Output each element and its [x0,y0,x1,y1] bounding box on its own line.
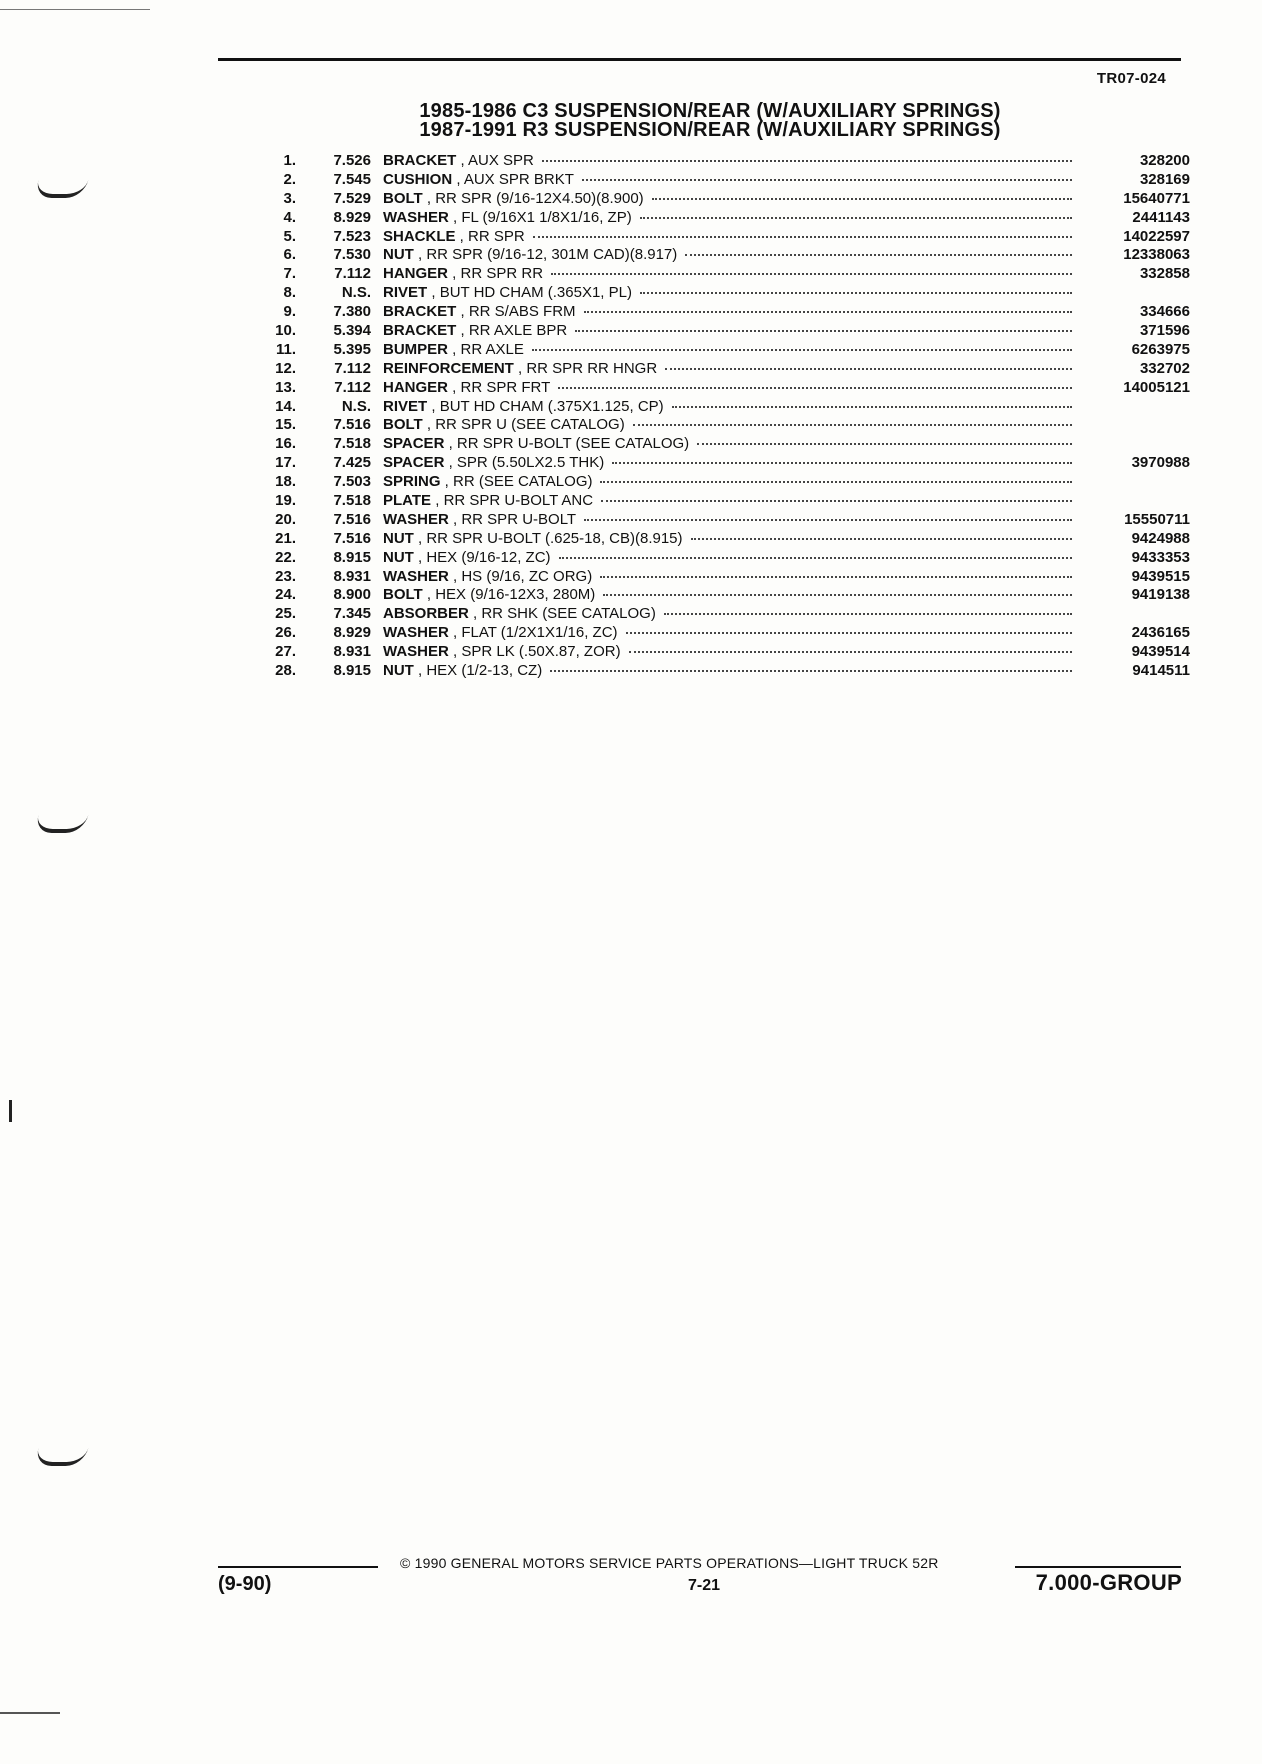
dot-leader [664,612,1072,615]
group-number: N.S. [341,284,371,302]
parts-row [262,568,1190,587]
part-description [371,284,1080,303]
parts-row [262,511,1190,530]
item-number: 21. [275,529,296,547]
part-description [371,662,1080,681]
part-name: BOLT [383,586,423,604]
dot-leader [542,159,1072,162]
parts-row [262,246,1190,265]
dot-leader [652,197,1072,200]
dot-leader [629,650,1072,653]
part-detail: , AUX SPR BRKT [452,170,574,188]
dot-leader [672,405,1072,408]
part-number: 9439514 [1131,643,1190,661]
part-description [371,586,1080,605]
part-name: NUT [383,548,414,566]
group-label: 7.000-GROUP [1035,1570,1182,1595]
item-number: 15. [275,416,296,434]
group-number: 5.394 [333,322,371,340]
part-description [371,492,1080,511]
group-number: 7.380 [333,303,371,321]
group-number: 8.931 [333,567,371,585]
parts-row [262,341,1190,360]
parts-row [262,662,1190,681]
part-detail: , BUT HD CHAM (.375X1.125, CP) [427,397,664,415]
parts-row [262,209,1190,228]
part-detail: , HS (9/16, ZC ORG) [448,567,593,585]
part-number: 9419138 [1131,586,1190,604]
part-description [371,473,1080,492]
group-number: 7.112 [334,265,371,283]
item-number: 28. [275,662,296,680]
parts-row [262,228,1190,247]
parts-row [262,398,1190,417]
part-name: SPRING [383,473,441,491]
part-number: 371596 [1139,322,1190,340]
group-number: 8.931 [333,643,371,661]
part-name: WASHER [383,510,449,528]
part-name: BRACKET [383,152,457,169]
group-number: 8.915 [333,548,371,566]
item-number: 20. [275,510,296,528]
dot-leader [601,499,1072,502]
part-description [371,416,1080,435]
part-name: CUSHION [383,170,453,188]
dot-leader [697,442,1072,445]
part-name: BUMPER [383,340,449,358]
copyright-text: © 1990 GENERAL MOTORS SERVICE PARTS OPERATIONS—LIGHT TRUCK 52R [400,1555,939,1571]
part-description [371,568,1080,587]
group-number: 8.915 [333,662,371,680]
dot-leader [633,423,1072,426]
group-number: 7.503 [333,473,371,491]
dot-leader [533,235,1072,238]
part-detail: , BUT HD CHAM (.365X1, PL) [427,284,632,302]
part-name: SPACER [383,454,445,472]
part-detail: , RR SPR U-BOLT [448,510,577,528]
part-detail: , RR SPR RR [448,265,544,283]
part-name: NUT [383,246,414,264]
part-number: 9433353 [1131,548,1190,566]
group-number: 5.395 [333,340,371,358]
parts-row [262,643,1190,662]
dot-leader [640,291,1072,294]
item-number: 3. [283,189,296,207]
title-line-2: 1987-1991 R3 SUSPENSION/REAR (W/AUXILIARY SPRINGS) [419,119,1001,141]
part-name: BOLT [383,416,423,434]
group-number: 7.530 [333,246,371,264]
part-number: 3970988 [1131,454,1190,472]
part-number: 2441143 [1132,208,1190,226]
part-description [371,435,1080,454]
parts-list [262,152,1190,681]
part-detail: , SPR (5.50LX2.5 THK) [444,454,605,472]
group-number: 7.516 [333,529,371,547]
part-name: RIVET [383,284,428,302]
part-detail: , RR SPR U (SEE CATALOG) [422,416,625,434]
group-number: 7.545 [333,170,371,188]
binder-hole-mark [34,815,89,833]
dot-leader [626,631,1072,634]
part-number: 2436165 [1131,624,1190,642]
part-number: 9414511 [1132,662,1190,680]
group-number: 7.425 [333,454,371,472]
part-name: BRACKET [383,322,457,340]
part-detail: , RR SPR U-BOLT ANC [431,492,594,510]
part-detail: , RR SPR (9/16-12, 301M CAD)(8.917) [413,246,678,264]
parts-row [262,492,1190,511]
item-number: 2. [283,170,296,188]
scan-edge-line [0,1712,60,1714]
item-number: 8. [283,284,296,302]
part-detail: , RR S/ABS FRM [456,303,576,321]
part-number: 6263975 [1131,340,1190,358]
group-number: 7.518 [333,492,371,510]
dot-leader [600,480,1072,483]
item-number: 19. [275,492,296,510]
part-detail: , RR SPR U-BOLT (SEE CATALOG) [444,435,690,453]
parts-row [262,152,1190,171]
part-description [371,624,1080,643]
item-number: 17. [275,454,296,472]
part-name: BRACKET [383,303,457,321]
item-number: 10. [275,322,296,340]
part-number: 332858 [1139,265,1190,283]
parts-row [262,265,1190,284]
parts-row [262,605,1190,624]
item-number: 25. [275,605,296,623]
parts-row [262,435,1190,454]
group-number: 7.516 [333,416,371,434]
part-detail: , RR SPR FRT [448,378,551,396]
part-name: HANGER [383,378,449,396]
part-detail: , HEX (9/16-12, ZC) [413,548,551,566]
scan-edge-line [0,9,150,10]
part-detail: , AUX SPR [456,152,534,169]
parts-row [262,454,1190,473]
part-number: 12338063 [1123,246,1190,264]
item-number: 14. [275,397,296,415]
part-number: 332702 [1139,359,1190,377]
part-number: 14005121 [1123,378,1190,396]
part-name: WASHER [383,567,449,585]
revision-date: (9-90) [218,1573,272,1595]
dot-leader [551,272,1072,275]
part-name: BOLT [383,189,423,207]
part-number: 9439515 [1131,567,1190,585]
dot-leader [584,518,1072,521]
part-description [371,379,1080,398]
part-name: SPACER [383,435,445,453]
part-number: 15640771 [1123,189,1190,207]
parts-row [262,322,1190,341]
parts-row [262,416,1190,435]
part-description [371,605,1080,624]
group-number: 8.929 [333,624,371,642]
group-number: 7.516 [333,510,371,528]
part-detail: , RR SPR RR HNGR [513,359,658,377]
part-number: 328169 [1139,170,1190,188]
part-description [371,511,1080,530]
parts-row [262,549,1190,568]
page-number: 7-21 [688,1577,721,1594]
part-detail: , RR SHK (SEE CATALOG) [468,605,656,623]
part-description [371,341,1080,360]
group-number: 7.112 [334,359,371,377]
part-description [371,454,1080,473]
item-number: 11. [275,340,296,358]
group-number: 8.929 [333,208,371,226]
dot-leader [584,310,1072,313]
part-description [371,152,1080,171]
part-description [371,322,1080,341]
part-description [371,303,1080,322]
part-description [371,228,1080,247]
part-detail: , SPR LK (.50X.87, ZOR) [448,643,621,661]
dot-leader [640,216,1072,219]
part-detail: , FL (9/16X1 1/8X1/16, ZP) [448,208,632,226]
part-name: NUT [383,662,414,680]
binder-hole-mark [34,180,89,198]
footer-rule-right [1015,1566,1181,1568]
item-number: 13. [275,378,296,396]
parts-row [262,171,1190,190]
parts-row [262,473,1190,492]
part-description [371,190,1080,209]
footer-rule-left [218,1566,378,1568]
parts-row [262,284,1190,303]
item-number: 24. [275,586,296,604]
part-detail: , HEX (9/16-12X3, 280M) [422,586,596,604]
part-detail: , RR (SEE CATALOG) [440,473,593,491]
part-detail: , HEX (1/2-13, CZ) [413,662,543,680]
part-description [371,209,1080,228]
part-number: 334666 [1139,303,1190,321]
part-detail: , RR SPR U-BOLT (.625-18, CB)(8.915) [413,529,683,547]
dot-leader [612,461,1072,464]
parts-row [262,586,1190,605]
binder-hole-mark [34,1448,89,1466]
dot-leader [603,593,1072,596]
dot-leader [600,575,1072,578]
parts-row [262,379,1190,398]
document-code: TR07-024 [1096,70,1166,87]
dot-leader [558,386,1072,389]
item-number: 16. [275,435,296,453]
part-detail: , RR AXLE BPR [456,322,568,340]
dot-leader [575,329,1072,332]
parts-row [262,303,1190,322]
part-detail: , RR AXLE [448,340,524,358]
part-description [371,549,1080,568]
parts-row [262,360,1190,379]
part-detail: , RR SPR [455,227,525,245]
part-description [371,530,1080,549]
group-number: 8.900 [333,586,371,604]
part-name: WASHER [383,624,449,642]
dot-leader [665,367,1072,370]
part-description [371,360,1080,379]
item-number: 23. [275,567,296,585]
item-number: 27. [275,643,296,661]
group-number: 7.529 [333,189,371,207]
part-description [371,398,1080,417]
part-number: 15550711 [1124,510,1190,528]
item-number: 26. [275,624,296,642]
part-name: ABSORBER [383,605,469,623]
part-detail: , FLAT (1/2X1X1/16, ZC) [448,624,618,642]
page-title [360,102,1060,140]
parts-row [262,624,1190,643]
dot-leader [532,348,1072,351]
part-description [371,265,1080,284]
part-description [371,643,1080,662]
part-number: 9424988 [1131,529,1190,547]
item-number: 1. [283,152,296,169]
dot-leader [685,253,1072,256]
part-name: SHACKLE [383,227,456,245]
item-number: 12. [275,359,296,377]
part-name: RIVET [383,397,428,415]
item-number: 4. [283,208,296,226]
group-number: 7.345 [333,605,371,623]
part-name: PLATE [383,492,432,510]
part-number: 328200 [1139,152,1190,169]
item-number: 9. [283,303,296,321]
part-description [371,246,1080,265]
dot-leader [550,669,1072,672]
part-name: HANGER [383,265,449,283]
item-number: 5. [283,227,296,245]
item-number: 22. [275,548,296,566]
item-number: 18. [275,473,296,491]
parts-row [262,530,1190,549]
item-number: 7. [283,265,296,283]
dot-leader [691,537,1072,540]
part-name: WASHER [383,208,449,226]
title-line-1: 1985-1986 C3 SUSPENSION/REAR (W/AUXILIARY SPRINGS) [419,100,1001,122]
group-number: 7.526 [333,152,371,169]
group-number: 7.112 [334,378,371,396]
part-name: REINFORCEMENT [383,359,514,377]
part-description [371,171,1080,190]
parts-row [262,190,1190,209]
header-rule [218,58,1181,61]
scan-mark [9,1100,12,1122]
dot-leader [582,178,1072,181]
item-number: 6. [283,246,296,264]
part-number: 14022597 [1123,227,1190,245]
dot-leader [559,556,1072,559]
group-number: N.S. [341,397,371,415]
group-number: 7.523 [333,227,371,245]
part-name: WASHER [383,643,449,661]
group-number: 7.518 [333,435,371,453]
part-detail: , RR SPR (9/16-12X4.50)(8.900) [422,189,644,207]
part-name: NUT [383,529,414,547]
